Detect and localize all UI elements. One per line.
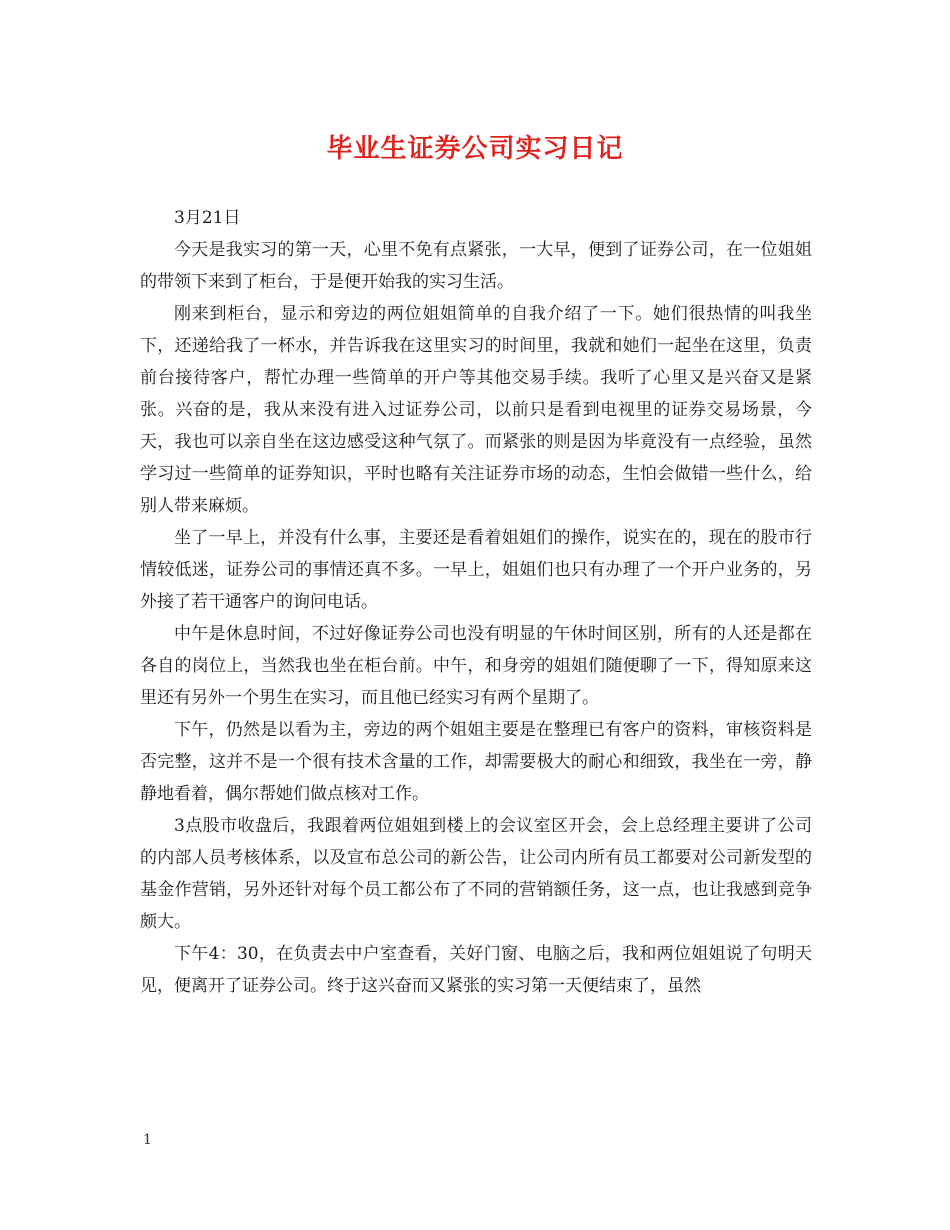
document-body [140,202,812,1002]
page-number: 1 [143,1132,152,1148]
paragraph: 3点股市收盘后，我跟着两位姐姐到楼上的会议室区开会，会上总经理主要讲了公司的内部人员考核体系，以及宣布总公司的新公告，让公司内所有员工都要对公司新发型的基金作营销，另外还针对每个员工都公布了不同的营销额任务，这一点，也让我感到竞争颇大。 [140,816,812,932]
paragraph: 刚来到柜台，显示和旁边的两位姐姐简单的自我介绍了一下。她们很热情的叫我坐下，还递给我了一杯水，并告诉我在这里实习的时间里，我就和她们一起坐在这里，负责前台接待客户，帮忙办理一些简单的开户等其他交易手续。我听了心里又是兴奋又是紧张。兴奋的是，我从来没有进入过证券公司，以前只是看到电视里的证券交易场景，今天，我也可以亲自坐在这边感受这种气氛了。而紧张的则是因为毕竟没有一点经验，虽然学习过一些简单的证券知识，平时也略有关注证券市场的动态，生怕会做错一些什么，给别人带来麻烦。 [140,304,812,516]
paragraph: 下午4：30，在负责去中户室查看，关好门窗、电脑之后，我和两位姐姐说了句明天见，便离开了证券公司。终于这兴奋而又紧张的实习第一天便结束了，虽然 [140,944,812,996]
paragraph-date: 3月21日 [174,208,241,228]
paragraph: 坐了一早上，并没有什么事，主要还是看着姐姐们的操作，说实在的，现在的股市行情较低迷，证券公司的事情还真不多。一早上，姐姐们也只有办理了一个开户业务的，另外接了若干通客户的询问电话。 [140,528,812,612]
paragraph: 今天是我实习的第一天，心里不免有点紧张，一大早，便到了证券公司，在一位姐姐的带领下来到了柜台，于是便开始我的实习生活。 [140,240,812,292]
document-title: 毕业生证券公司实习日记 [326,134,624,164]
paragraph: 中午是休息时间，不过好像证券公司也没有明显的午休时间区别，所有的人还是都在各自的岗位上，当然我也坐在柜台前。中午，和身旁的姐姐们随便聊了一下，得知原来这里还有另外一个男生在实习，而且他已经实习有两个星期了。 [140,624,812,708]
paragraph: 下午，仍然是以看为主，旁边的两个姐姐主要是在整理已有客户的资料，审核资料是否完整，这并不是一个很有技术含量的工作，却需要极大的耐心和细致，我坐在一旁，静静地看着，偶尔帮她们做点核对工作。 [140,720,812,804]
